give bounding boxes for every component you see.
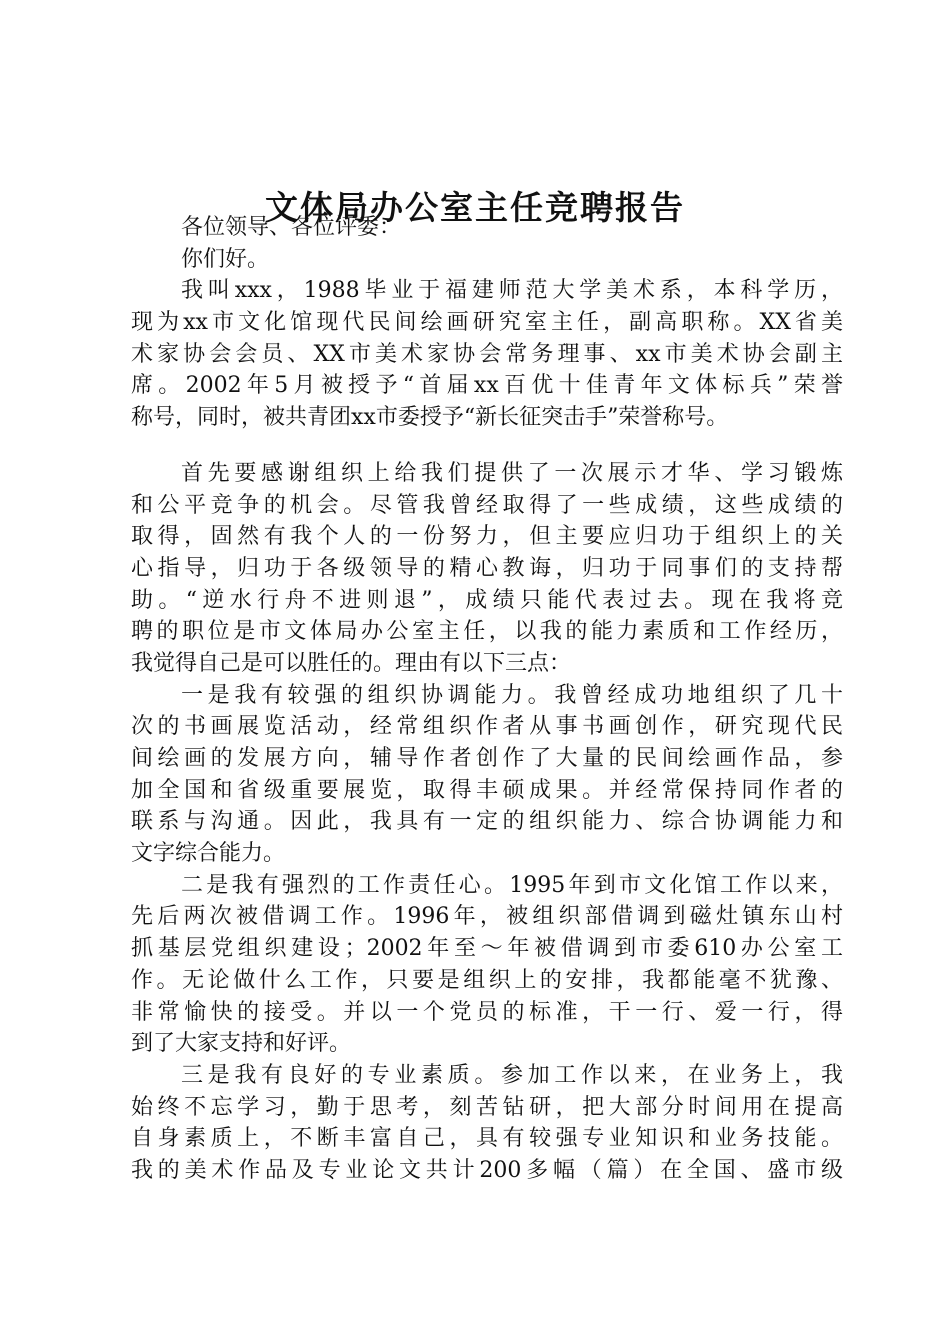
paragraph-line: 非常愉快的接受。并以一个党员的标准，干一行、爱一行，得 bbox=[131, 999, 843, 1025]
paragraph-line: 联系与沟通。因此，我具有一定的组织能力、综合协调能力和 bbox=[131, 809, 843, 835]
paragraph-line: 我觉得自己是可以胜任的。理由有以下三点： bbox=[131, 650, 572, 676]
paragraph-line: 我叫xxx，1988毕业于福建师范大学美术系，本科学历， bbox=[181, 278, 843, 304]
paragraph-line: 二是我有强烈的工作责任心。1995年到市文化馆工作以来， bbox=[181, 872, 843, 898]
paragraph-line: 我的美术作品及专业论文共计200多幅（篇）在全国、盛市级 bbox=[131, 1157, 843, 1183]
paragraph-line: 自身素质上，不断丰富自己，具有较强专业知识和业务技能。 bbox=[131, 1126, 843, 1152]
paragraph-line: 聘的职位是市文体局办公室主任，以我的能力素质和工作经历， bbox=[131, 619, 843, 645]
paragraph-line: 三是我有良好的专业素质。参加工作以来，在业务上，我 bbox=[181, 1062, 843, 1088]
paragraph-line: 到了大家支持和好评。 bbox=[131, 1031, 352, 1057]
document-body bbox=[131, 212, 843, 1187]
document-title: 文体局办公室主任竞聘报告 bbox=[265, 188, 685, 227]
paragraph-line: 称号，同时，被共青团xx市委授予“新长征突击手”荣誉称号。 bbox=[131, 405, 729, 431]
paragraph-line: 首先要感谢组织上给我们提供了一次展示才华、学习锻炼 bbox=[181, 460, 843, 486]
paragraph-line: 作。无论做什么工作，只要是组织上的安排，我都能毫不犹豫、 bbox=[131, 967, 843, 993]
paragraph-line: 和公平竞争的机会。尽管我曾经取得了一些成绩，这些成绩的 bbox=[131, 492, 843, 518]
paragraph-line: 间绘画的发展方向，辅导作者创作了大量的民间绘画作品，参 bbox=[131, 746, 843, 771]
salutation-line: 各位领导、各位评委： bbox=[181, 215, 402, 240]
paragraph-line: 加全国和省级重要展览，取得丰硕成果。并经常保持同作者的 bbox=[131, 777, 843, 803]
paragraph-line: 先后两次被借调工作。1996年，被组织部借调到磁灶镇东山村 bbox=[131, 904, 843, 930]
paragraph-line: 心指导，归功于各级领导的精心教诲，归功于同事们的支持帮 bbox=[131, 555, 843, 581]
paragraph-line: 席。2002年5月被授予“首届xx百优十佳青年文体标兵”荣誉 bbox=[131, 373, 843, 399]
paragraph-line: 取得，固然有我个人的一份努力，但主要应归功于组织上的关 bbox=[131, 524, 843, 550]
paragraph-line: 文字综合能力。 bbox=[131, 841, 286, 867]
paragraph-line: 次的书画展览活动，经常组织作者从事书画创作，研究现代民 bbox=[131, 714, 843, 740]
paragraph-line: 现为xx市文化馆现代民间绘画研究室主任，副高职称。XX省美 bbox=[131, 310, 843, 336]
paragraph-line: 助。“逆水行舟不进则退”，成绩只能代表过去。现在我将竞 bbox=[131, 587, 843, 613]
paragraph-line: 术家协会会员、XX市美术家协会常务理事、xx市美术协会副主 bbox=[131, 341, 843, 367]
paragraph-gap bbox=[131, 434, 843, 458]
paragraph-line: 抓基层党组织建设；2002年至～年被借调到市委610办公室工 bbox=[131, 936, 843, 962]
paragraph-line: 始终不忘学习，勤于思考，刻苦钻研，把大部分时间用在提高 bbox=[131, 1094, 843, 1120]
paragraph-line: 一是我有较强的组织协调能力。我曾经成功地组织了几十 bbox=[181, 682, 843, 708]
greeting-line: 你们好。 bbox=[181, 246, 270, 272]
